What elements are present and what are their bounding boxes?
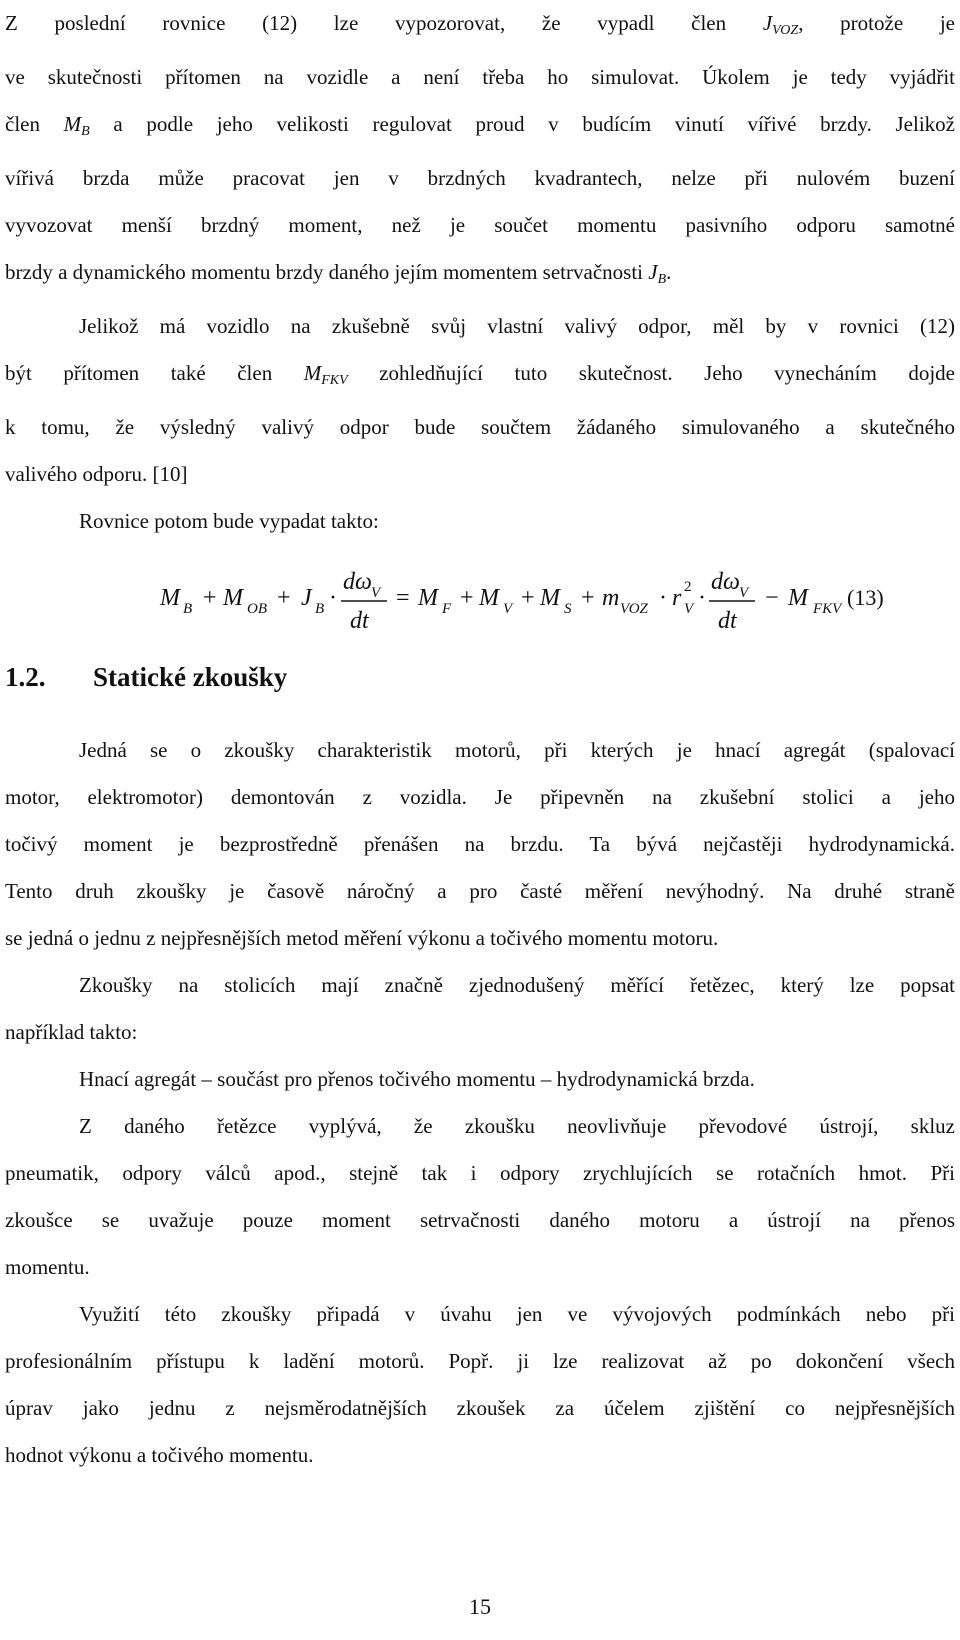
eq-operator: + — [277, 585, 291, 611]
eq-numerator: dω — [343, 569, 372, 595]
paragraph-line: například takto: — [5, 1020, 138, 1044]
eq-operator: − — [765, 585, 779, 611]
paragraph-line: vyvozovat menší brzdný moment, než je součet momentu pasivního odporu samotné — [5, 213, 955, 237]
paragraph-line: Z daného řetězce vyplývá, že zkoušku neovlivňuje převodové ústrojí, skluz — [79, 1114, 955, 1138]
eq-symbol: M — [160, 585, 180, 611]
paragraph-line: valivého odporu. [10] — [5, 462, 188, 486]
paragraph-line: Využití této zkoušky připadá v úvahu jen ve vývojových podmínkách nebo při — [79, 1302, 955, 1326]
eq-symbol: M — [223, 585, 243, 611]
eq-subscript: OB — [247, 601, 267, 617]
eq-symbol: M — [418, 585, 438, 611]
eq-subscript: B — [183, 601, 193, 617]
section-heading — [5, 657, 955, 697]
eq-subscript: V — [371, 585, 381, 601]
paragraph-line: vířivá brzda může pracovat jen v brzdných kvadrantech, nelze při nulovém buzení — [5, 166, 955, 190]
eq-operator: + — [203, 585, 217, 611]
paragraph-8 — [5, 1291, 955, 1479]
paragraph-7 — [5, 1103, 955, 1291]
eq-symbol: m — [602, 585, 620, 611]
eq-subscript: F — [442, 601, 452, 617]
section-title: Statické zkoušky — [93, 662, 288, 692]
paragraph-line: Tento druh zkoušky je časově náročný a pro časté měření nevýhodný. Na druhé straně — [5, 879, 955, 903]
page-number: 15 — [469, 1594, 491, 1619]
eq-operator: = — [396, 585, 410, 611]
eq-operator: · — [698, 585, 706, 611]
paragraph-line: profesionálním přístupu k ladění motorů. Popř. ji lze realizovat až po dokončení všech — [5, 1349, 955, 1373]
paragraph-line: být přítomen také člen $M_{FKV}$ zohledňující tuto skutečnost. Jeho vynecháním dojde — [5, 361, 955, 388]
paragraph-line: brzdy a dynamického momentu brzdy daného jejím momentem setrvačnosti $J_B$. — [5, 260, 672, 287]
paragraph-5 — [5, 962, 955, 1056]
paragraph-line: ve skutečnosti přítomen na vozidle a není třeba ho simulovat. Úkolem je tedy vyjádřit — [5, 65, 955, 89]
eq-symbol: r — [672, 585, 682, 611]
paragraph-line: Jelikož má vozidlo na zkušebně svůj vlastní valivý odpor, měl by v rovnici (12) — [79, 314, 955, 338]
paragraph-line: k tomu, že výsledný valivý odpor bude součtem žádaného simulovaného a skutečného — [5, 415, 955, 439]
paragraph-line: Z poslední rovnice (12) lze vypozorovat, že vypadl člen $J_{VOZ}$, protože je — [5, 11, 956, 38]
equation-13 — [5, 549, 955, 641]
eq-symbol: M — [479, 585, 499, 611]
eq-subscript: V — [684, 601, 694, 617]
eq-denominator: dt — [718, 608, 737, 634]
eq-operator: + — [581, 585, 595, 611]
paragraph-line: hodnot výkonu a točivého momentu. — [5, 1443, 314, 1467]
eq-subscript: FKV — [813, 601, 842, 617]
paragraph-line: Zkoušky na stolicích mají značně zjednodušený měřící řetězec, který lze popsat — [79, 973, 955, 997]
eq-subscript: B — [315, 601, 325, 617]
document-page — [5, 0, 955, 1479]
paragraph-line: točivý moment je bezprostředně přenášen na brzdu. Ta bývá nejčastěji hydrodynamická. — [5, 832, 955, 856]
eq-subscript: V — [739, 585, 749, 601]
paragraph-line: se jedná o jednu z nejpřesnějších metod měření výkonu a točivého momentu motoru. — [5, 926, 719, 950]
eq-symbol: J — [301, 585, 312, 611]
eq-symbol: M — [540, 585, 560, 611]
eq-operator: + — [521, 585, 535, 611]
paragraph-line: momentu. — [5, 1255, 90, 1279]
paragraph-line: úprav jako jednu z nejsměrodatnějších zkoušek za účelem zjištění co nejpřesnějších — [5, 1396, 955, 1420]
eq-denominator: dt — [350, 608, 369, 634]
eq-operator: + — [460, 585, 474, 611]
eq-superscript: 2 — [684, 579, 692, 595]
equation-graphic — [5, 549, 955, 641]
paragraph-line: zkoušce se uvažuje pouze moment setrvačnosti daného motoru a ústrojí na přenos — [5, 1208, 955, 1232]
eq-numerator: dω — [711, 569, 740, 595]
paragraph-3: Rovnice potom bude vypadat takto: — [79, 509, 379, 533]
paragraph-6: Hnací agregát – součást pro přenos točivého momentu – hydrodynamická brzda. — [79, 1067, 755, 1091]
paragraph-4 — [5, 727, 955, 962]
paragraph-line: člen $M_B$ a podle jeho velikosti regulovat proud v budícím vinutí vířivé brzdy. Jelikož — [5, 112, 955, 139]
equation-number: (13) — [847, 585, 884, 610]
paragraph-line: Jedná se o zkoušky charakteristik motorů, při kterých je hnací agregát (spalovací — [79, 738, 955, 762]
paragraph-2 — [5, 303, 955, 498]
eq-subscript: VOZ — [620, 601, 648, 617]
paragraph-line: pneumatik, odpory válců apod., stejně tak i odpory zrychlujících se rotačních hmot. Při — [5, 1161, 955, 1185]
paragraph-line: motor, elektromotor) demontován z vozidla. Je připevněn na zkušební stolici a jeho — [5, 785, 955, 809]
eq-subscript: V — [503, 601, 513, 617]
paragraph-1 — [5, 0, 955, 303]
section-number: 1.2. — [5, 662, 46, 692]
eq-operator: · — [329, 585, 337, 611]
eq-operator: · — [659, 585, 667, 611]
eq-subscript: S — [564, 601, 572, 617]
eq-symbol: M — [788, 585, 808, 611]
